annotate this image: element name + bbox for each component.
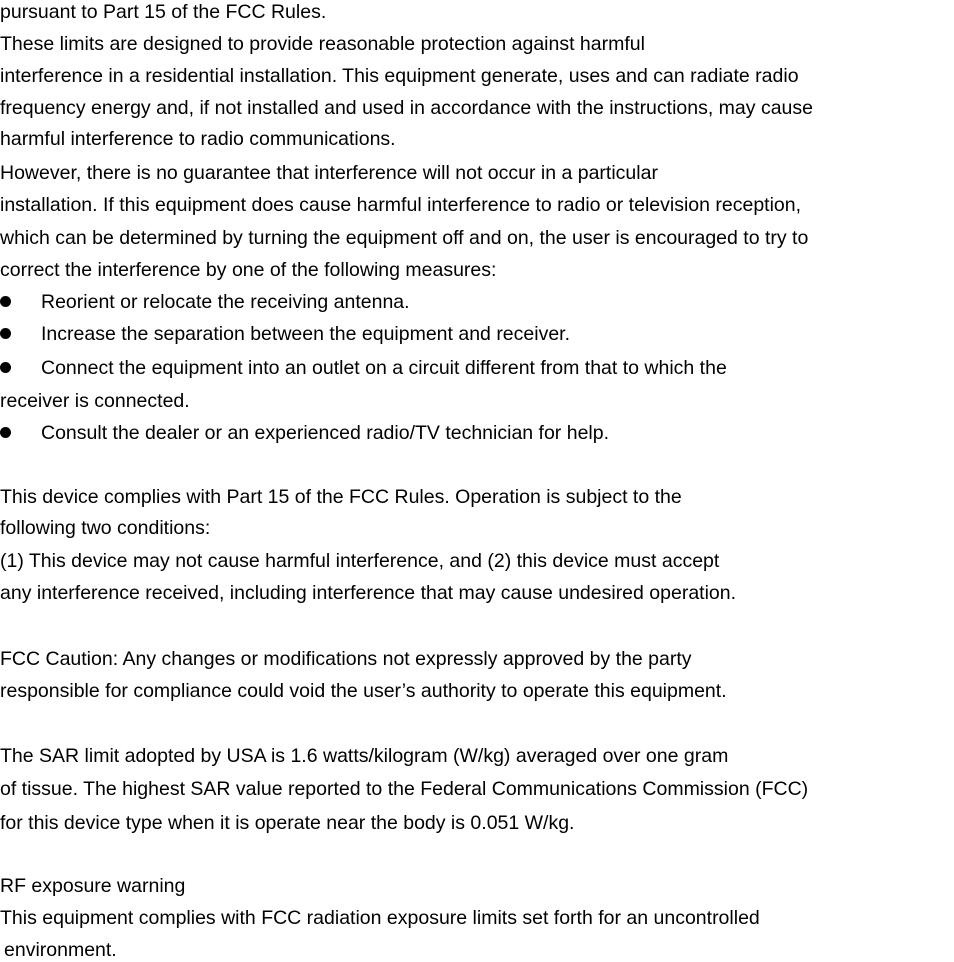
rf-exposure-line: environment. [4, 939, 117, 961]
compliance-line: following two conditions: [0, 517, 211, 539]
bullet-icon [0, 328, 11, 339]
bullet-icon [0, 362, 11, 373]
compliance-line: any interference received, including interference that may cause undesired operation. [0, 582, 737, 604]
sar-line: of tissue. The highest SAR value reported to the Federal Communications Commission (FCC) [0, 778, 809, 800]
intro-line: which can be determined by turning the equipment off and on, the user is encouraged to try to [0, 227, 809, 249]
intro-line: correct the interference by one of the following measures: [0, 259, 497, 281]
intro-line: interference in a residential installation. This equipment generate, uses and can radiate radio [0, 65, 799, 87]
intro-line: frequency energy and, if not installed and used in accordance with the instructions, may cause [0, 97, 813, 119]
caution-line: FCC Caution: Any changes or modifications not expressly approved by the party [0, 648, 692, 670]
intro-line: These limits are designed to provide reasonable protection against harmful [0, 33, 645, 55]
intro-line: However, there is no guarantee that interference will not occur in a particular [0, 162, 658, 184]
intro-line: installation. If this equipment does cause harmful interference to radio or television reception, [0, 194, 802, 216]
bullet-icon [0, 296, 11, 307]
measure-continuation: receiver is connected. [0, 390, 190, 412]
measure-text: Reorient or relocate the receiving antenna. [41, 291, 410, 313]
measure-text: Increase the separation between the equipment and receiver. [41, 323, 571, 345]
rf-exposure-line: This equipment complies with FCC radiation exposure limits set forth for an uncontrolled [0, 907, 760, 929]
caution-line: responsible for compliance could void the user’s authority to operate this equipment. [0, 680, 727, 702]
intro-line: pursuant to Part 15 of the FCC Rules. [0, 1, 327, 23]
bullet-icon [0, 427, 11, 438]
measure-text: Connect the equipment into an outlet on a circuit different from that to which the [41, 357, 727, 379]
compliance-line: (1) This device may not cause harmful interference, and (2) this device must accept [0, 550, 720, 572]
measure-text: Consult the dealer or an experienced radio/TV technician for help. [41, 422, 610, 444]
rf-exposure-heading: RF exposure warning [0, 875, 186, 897]
intro-line: harmful interference to radio communications. [0, 128, 396, 150]
sar-line: The SAR limit adopted by USA is 1.6 watts/kilogram (W/kg) averaged over one gram [0, 745, 729, 767]
sar-line: for this device type when it is operate near the body is 0.051 W/kg. [0, 812, 575, 834]
compliance-line: This device complies with Part 15 of the FCC Rules. Operation is subject to the [0, 486, 682, 508]
